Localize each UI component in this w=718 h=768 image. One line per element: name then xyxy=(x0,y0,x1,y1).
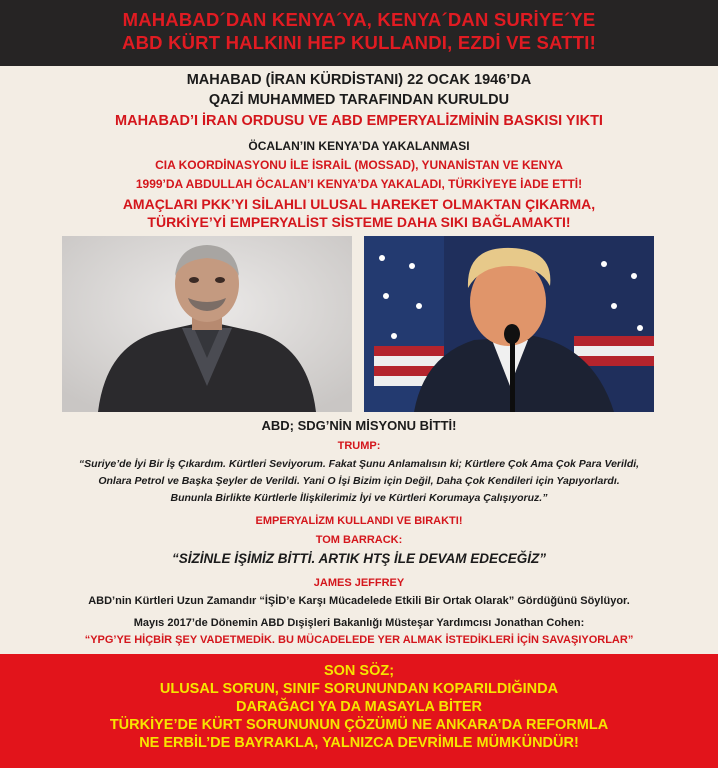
header-line-2: ABD KÜRT HALKINI HEP KULLANDI, EZDİ VE SATTI! xyxy=(122,32,596,53)
intro-line-3: MAHABAD’I İRAN ORDUSU VE ABD EMPERYALİZMİNİN BASKISI YIKTI xyxy=(115,113,603,129)
trump-quote-line-2: Onlara Petrol ve Başka Şeyler de Verildi. Yani O İşi Bizim için Değil, Daha Çok Kendileri için Yapıyorlardı. xyxy=(98,475,620,487)
intro-line-8: TÜRKİYE’Yİ EMPERYALİST SİSTEME DAHA SIKI BAĞLAMAKTI! xyxy=(147,214,571,230)
footer-line-1: SON SÖZ; xyxy=(323,663,395,679)
header-line-1: MAHABAD´DAN KENYA´YA, KENYA´DAN SURİYE´YE xyxy=(122,9,596,30)
sdg-title: ABD; SDG’NİN MİSYONU BİTTİ! xyxy=(261,418,457,433)
footer-line-5: NE ERBİL’DE BAYRAKLA, YALNIZCA DEVRİMLE MÜMKÜNDÜR! xyxy=(139,735,579,751)
intro-line-4: ÖCALAN’IN KENYA’DA YAKALANMASI xyxy=(248,139,470,153)
header-banner xyxy=(0,0,718,66)
intro-line-5: CIA KOORDİNASYONU İLE İSRAİL (MOSSAD), YUNANİSTAN VE KENYA xyxy=(155,158,563,172)
intro-line-7: AMAÇLARI PKK’YI SİLAHLI ULUSAL HAREKET OLMAKTAN ÇIKARMA, xyxy=(122,196,596,212)
barrack-quote: “SİZİNLE İŞİMİZ BİTTİ. ARTIK HTŞ İLE DEVAM EDECEĞİZ” xyxy=(171,551,546,566)
jeffrey-text: ABD’nin Kürtleri Uzun Zamandır “İŞİD’e Karşı Mücadelede Etkili Bir Ortak Olarak” Gördüğünü Söylüyor. xyxy=(88,595,630,607)
trump-label: TRUMP: xyxy=(337,440,381,452)
footer-line-4: TÜRKİYE’DE KÜRT SORUNUNUN ÇÖZÜMÜ NE ANKARA’DA REFORMLA xyxy=(109,717,609,733)
intro-line-2: QAZİ MUHAMMED TARAFINDAN KURULDU xyxy=(208,92,510,108)
cohen-text: Mayıs 2017’de Dönemin ABD Dışişleri Bakanlığı Müsteşar Yardımcısı Jonathan Cohen: xyxy=(133,617,585,629)
intro-line-1: MAHABAD (İRAN KÜRDİSTANI) 22 OCAK 1946’DA xyxy=(186,72,532,88)
footer-line-3: DARAĞACI YA DA MASAYLA BİTER xyxy=(236,699,482,715)
footer-line-2: ULUSAL SORUN, SINIF SORUNUNDAN KOPARILDIĞINDA xyxy=(159,681,559,697)
trump-photo xyxy=(364,236,654,412)
trump-quote-line-1: “Suriye’de İyi Bir İş Çıkardım. Kürtleri Seviyorum. Fakat Şunu Anlamalısın ki; Kürtlere Çok Ama Çok Para Verildi, xyxy=(78,458,640,470)
barrack-label: TOM BARRACK: xyxy=(315,534,403,546)
trump-quote-line-3: Bununla Birlikte Kürtlerle İlişkilerimiz İyi ve Kürtleri Korumaya Çalışıyoruz.” xyxy=(170,492,548,504)
footer-banner xyxy=(0,654,718,768)
cohen-quote: “YPG’YE HİÇBİR ŞEY VADETMEDİK. BU MÜCADELEDE YER ALMAK İSTEDİKLERİ İÇİN SAVAŞIYORLAR” xyxy=(84,634,634,646)
intro-line-6: 1999’DA ABDULLAH ÖCALAN’I KENYA’DA YAKALADI, TÜRKİYEYE İADE ETTİ! xyxy=(135,177,583,191)
ocalan-photo xyxy=(62,236,352,412)
emperyalizm-line: EMPERYALİZM KULLANDI VE BIRAKTI! xyxy=(255,515,463,527)
jeffrey-label: JAMES JEFFREY xyxy=(313,577,405,589)
